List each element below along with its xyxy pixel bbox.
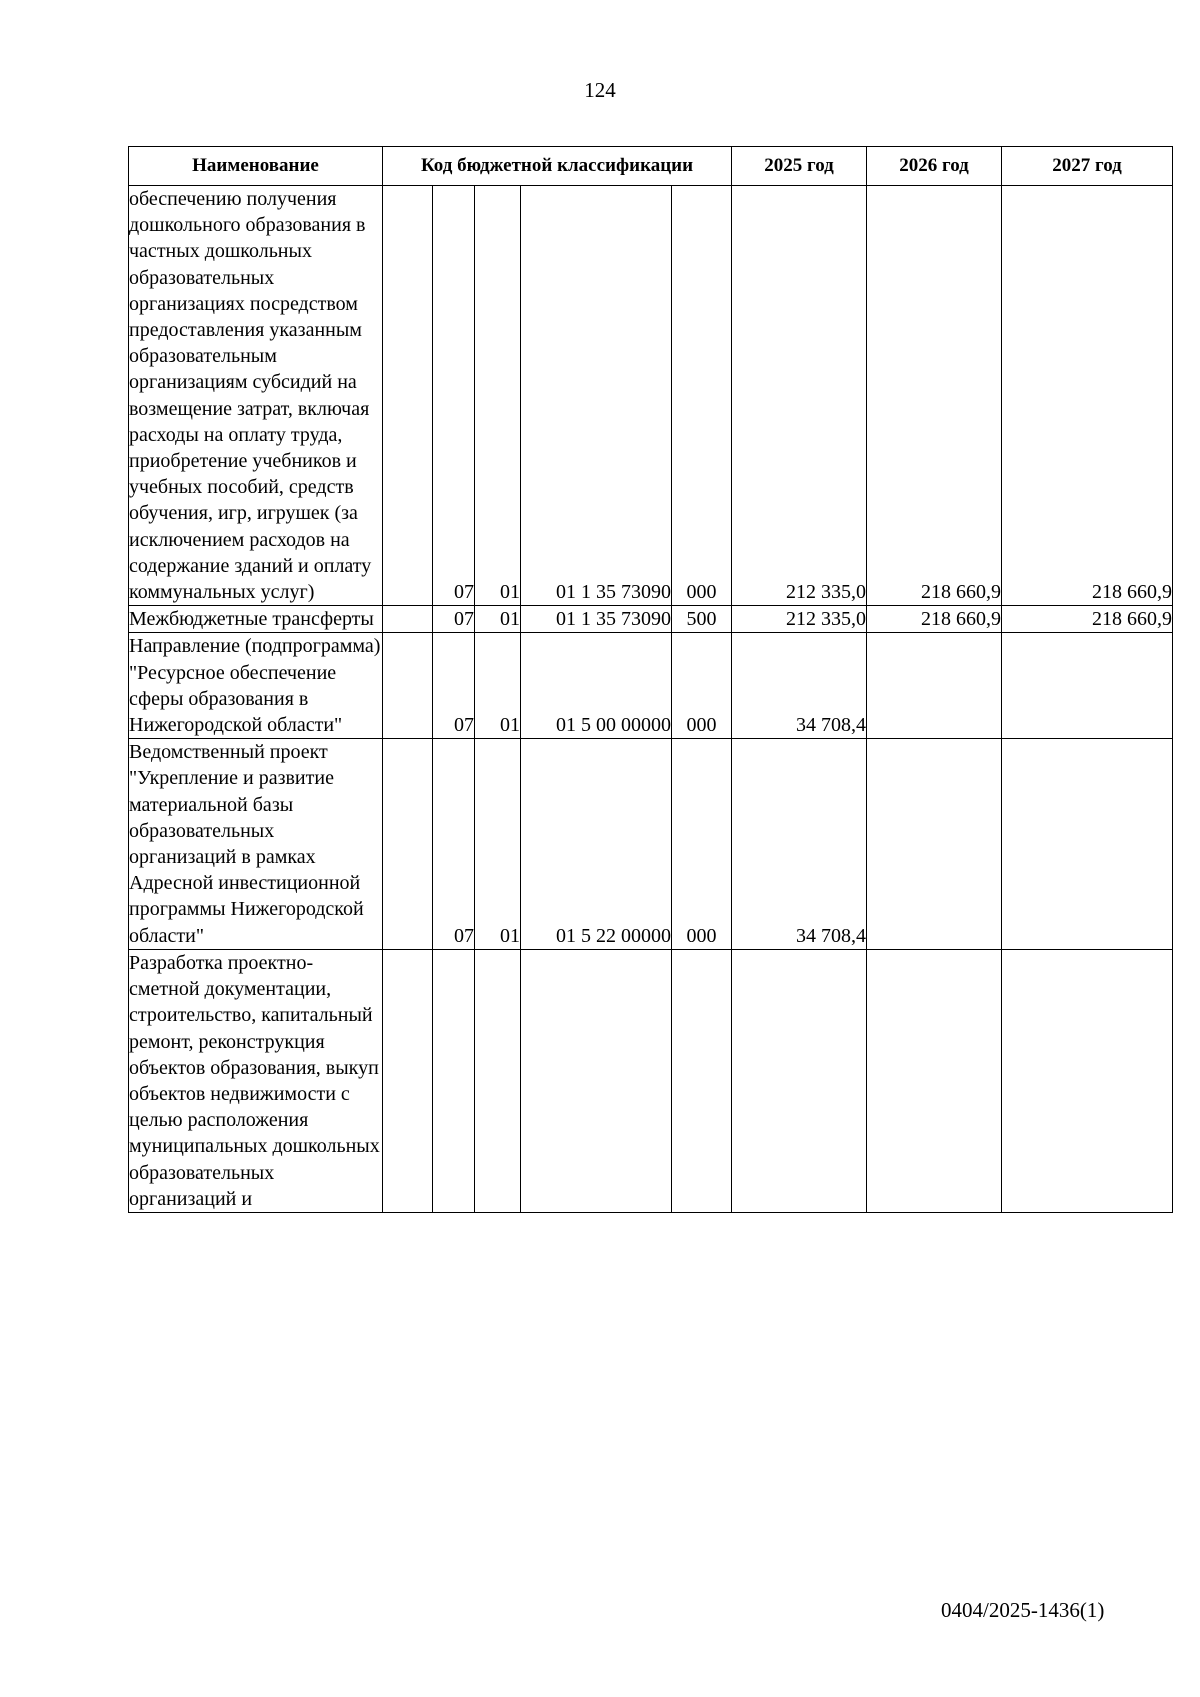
row-empty-cell <box>383 186 433 606</box>
row-target-article: 01 1 35 73090 <box>521 186 672 606</box>
row-expense-type <box>672 949 732 1212</box>
row-value-2025: 212 335,0 <box>732 606 867 633</box>
row-empty-cell <box>383 739 433 950</box>
row-value-2027 <box>1002 739 1173 950</box>
row-value-2027: 218 660,9 <box>1002 606 1173 633</box>
table-row <box>129 606 1173 633</box>
row-section <box>433 949 475 1212</box>
row-value-2026 <box>867 739 1002 950</box>
row-expense-type: 000 <box>672 186 732 606</box>
row-name: обеспечению получения дошкольного образования в частных дошкольных образовательных организациях посредством предоставления указанным образовательным организациям субсидий на возмещение затрат, включая расходы на оплату труда, приобретение учебников и учебных пособий, средств обучения, игр, игрушек (за исключением расходов на содержание зданий и оплату коммунальных услуг) <box>129 186 383 606</box>
row-target-article <box>521 949 672 1212</box>
header-2025: 2025 год <box>732 147 867 186</box>
row-value-2025: 212 335,0 <box>732 186 867 606</box>
document-code: 0404/2025-1436(1) <box>941 1598 1105 1622</box>
table-header <box>129 147 1173 186</box>
header-name: Наименование <box>129 147 383 186</box>
header-2027: 2027 год <box>1002 147 1173 186</box>
row-value-2027: 218 660,9 <box>1002 186 1173 606</box>
table-row <box>129 739 1173 950</box>
budget-table <box>128 146 1173 1213</box>
page-number: 124 <box>584 78 616 102</box>
row-section: 07 <box>433 739 475 950</box>
row-empty-cell <box>383 949 433 1212</box>
row-name: Направление (подпрограмма) "Ресурсное обеспечение сферы образования в Нижегородской области" <box>129 633 383 739</box>
row-section: 07 <box>433 186 475 606</box>
row-subsection: 01 <box>475 186 521 606</box>
row-name: Разработка проектно-сметной документации, строительство, капитальный ремонт, реконструкция объектов образования, выкуп объектов недвижимости с целью расположения муниципальных дошкольных образовательных организаций и <box>129 949 383 1212</box>
header-code: Код бюджетной классификации <box>383 147 732 186</box>
row-value-2026: 218 660,9 <box>867 606 1002 633</box>
row-target-article: 01 5 22 00000 <box>521 739 672 950</box>
table-row <box>129 949 1173 1212</box>
row-value-2026: 218 660,9 <box>867 186 1002 606</box>
row-empty-cell <box>383 633 433 739</box>
row-target-article: 01 5 00 00000 <box>521 633 672 739</box>
row-name: Межбюджетные трансферты <box>129 606 383 633</box>
row-expense-type: 000 <box>672 739 732 950</box>
row-expense-type: 000 <box>672 633 732 739</box>
row-subsection: 01 <box>475 739 521 950</box>
row-section: 07 <box>433 606 475 633</box>
header-2026: 2026 год <box>867 147 1002 186</box>
row-value-2025: 34 708,4 <box>732 739 867 950</box>
row-empty-cell <box>383 606 433 633</box>
row-name: Ведомственный проект "Укрепление и развитие материальной базы образовательных организаций в рамках Адресной инвестиционной программы Нижегородской области" <box>129 739 383 950</box>
row-subsection: 01 <box>475 633 521 739</box>
row-section: 07 <box>433 633 475 739</box>
table-row <box>129 186 1173 606</box>
row-value-2027 <box>1002 949 1173 1212</box>
row-subsection <box>475 949 521 1212</box>
row-value-2025 <box>732 949 867 1212</box>
row-value-2025: 34 708,4 <box>732 633 867 739</box>
row-value-2027 <box>1002 633 1173 739</box>
row-expense-type: 500 <box>672 606 732 633</box>
row-subsection: 01 <box>475 606 521 633</box>
table-row <box>129 633 1173 739</box>
row-value-2026 <box>867 633 1002 739</box>
row-target-article: 01 1 35 73090 <box>521 606 672 633</box>
row-value-2026 <box>867 949 1002 1212</box>
